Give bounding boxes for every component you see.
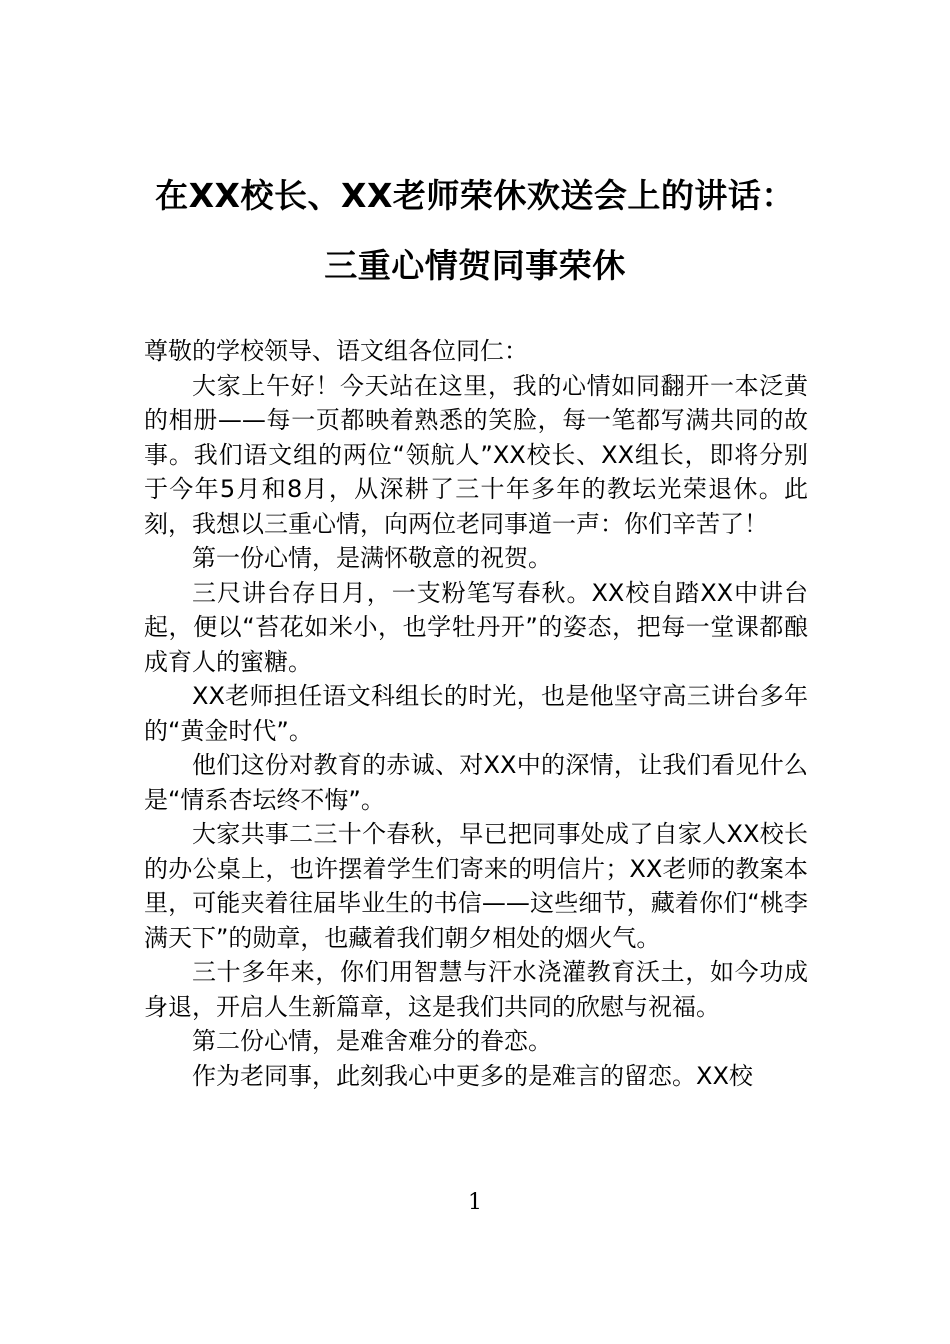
page-number: 1 [468, 1190, 482, 1215]
salutation: 尊敬的学校领导、语文组各位同仁： [144, 337, 528, 365]
document-title-line2: 三重心情贺同事荣休 [324, 246, 626, 285]
document-title-line1: 在XX校长、XX老师荣休欢送会上的讲话： [155, 176, 795, 215]
paragraph: 作为老同事，此刻我心中更多的是难言的留恋。XX校 [192, 1061, 753, 1090]
paragraph: 第二份心情，是难舍难分的眷恋。 [192, 1027, 552, 1055]
paragraph: 大家共事二三十个春秋，早已把同事处成了自家人XX校长的办公桌上，也许摆着学生们寄来的明信片；XX老师的教案本里，可能夹着往届毕业生的书信——这些细节，藏着你们“桃李满天下”的勋章，也藏着我们朝夕相处的烟火气。 [144, 820, 808, 952]
paragraph: 大家上午好！今天站在这里，我的心情如同翻开一本泛黄的相册——每一页都映着熟悉的笑脸，每一笔都写满共同的故事。我们语文组的两位“领航人”XX校长、XX组长，即将分别于今年5月和8月，从深耕了三十年多年的教坛光荣退休。此刻，我想以三重心情，向两位老同事道一声：你们辛苦了！ [144, 371, 808, 538]
document-body [144, 334, 808, 1093]
paragraph: XX老师担任语文科组长的时光，也是他坚守高三讲台多年的“黄金时代”。 [144, 682, 808, 745]
paragraph: 三尺讲台存日月，一支粉笔写春秋。XX校自踏XX中讲台起，便以“苔花如米小，也学牡丹开”的姿态，把每一堂课都酿成育人的蜜糖。 [144, 578, 808, 676]
paragraph: 他们这份对教育的赤诚、对XX中的深情，让我们看见什么是“情系杏坛终不悔”。 [144, 751, 808, 814]
paragraph: 三十多年来，你们用智慧与汗水浇灌教育沃土，如今功成身退，开启人生新篇章，这是我们共同的欣慰与祝福。 [144, 958, 808, 1021]
paragraph: 第一份心情，是满怀敬意的祝贺。 [192, 544, 552, 572]
